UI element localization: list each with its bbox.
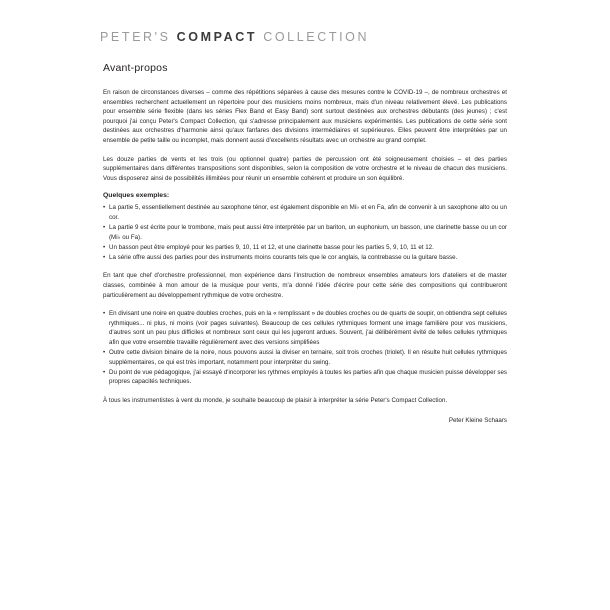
intro-paragraph-1: En raison de circonstances diverses – comme des répétitions séparées à cause des mesures contre le COVID-19 –, de nombreux orchestres et ensembles recherchent actuellement un répertoire pour des musiciens moins nombreux, mais d'un niveau relativement élevé. Les publications pour ensemble série flexible (dans les séries Flex Band et Easy Band) sont surtout destinées aux orchestres débutants (des jeunes) ; c'est pourquoi j'ai conçu Peter's Compact Collection, qui s'adresse principalement aux musiciens expérimentés. Les publications de cette série sont destinées aux orchestres d'harmonie ainsi qu'aux fanfares des divisions intermédiaires et supérieures. Elles peuvent être interprétées par un ensemble de petite taille ou incomplet, mais donnent aussi d'excellents résultats avec un orchestre au grand complet. <box>103 89 507 144</box>
list-item: • Outre cette division binaire de la noire, nous pouvons aussi la diviser en ternaire, soit trois croches (triolet). Il en résulte huit cellules rythmiques supplémentaires, ce qui est très important, notamment pour interpréter du swing. <box>103 348 507 367</box>
notes-list <box>103 309 507 387</box>
masthead-part-peters: PETER'S <box>100 30 177 44</box>
experience-paragraph: En tant que chef d'orchestre professionnel, mon expérience dans l'instruction de nombreux ensembles amateurs lors d'ateliers et de master classes, combinée à mon amour de la musique pour vents, m'a donné l'idée d'écrire pour cette série des compositions qui contribueront particulièrement au développement rythmique de votre orchestre. <box>103 272 507 299</box>
masthead-part-compact: COMPACT <box>176 30 258 44</box>
closing-paragraph: À tous les instrumentistes à vent du monde, je souhaite beaucoup de plaisir à interpréter la série Peter's Compact Collection. <box>103 396 448 404</box>
list-item: • La partie 9 est écrite pour le trombone, mais peut aussi être interprétée par un bariton, un euphonium, un basson, une clarinette basse ou un cor (Mi♭ ou Fa). <box>103 223 507 242</box>
list-item: • En divisant une noire en quatre doubles croches, puis en la « remplissant » de doubles croches ou de quarts de soupir, on obtiendra sept cellules rythmiques... ni plus, ni moins (voir pages suivantes). Beaucoup de ces cellules rythmiques forment une image familière pour vos musiciens, d'autres sont un peu plus difficiles et nombreux sont ceux qui les jugeront ardues. Souvent, j'ai délibérément évité de telles cellules rythmiques afin que votre ensemble travaille régulièrement avec des versions simplifiées <box>103 309 507 347</box>
list-item: • La série offre aussi des parties pour des instruments moins courants tels que le cor anglais, la contrebasse ou la guitare basse. <box>103 253 507 263</box>
list-item: • Un basson peut être employé pour les parties 9, 10, 11 et 12, et une clarinette basse pour les parties 5, 9, 10, 11 et 12. <box>103 243 507 253</box>
masthead-part-collection: COLLECTION <box>257 30 370 44</box>
list-item: • Du point de vue pédagogique, j'ai essayé d'incorporer les rythmes employés à toutes les parties afin que chaque musicien puisse développer ses propres capacités techniques. <box>103 368 507 387</box>
signature: Peter Kleine Schaars <box>448 416 507 424</box>
list-item: • La partie 5, essentiellement destinée au saxophone ténor, est également disponible en Mi♭ et en Fa, afin de convenir à un saxophone alto ou un cor. <box>103 203 507 222</box>
examples-list <box>103 203 507 262</box>
masthead-title <box>100 30 369 44</box>
document-body <box>103 62 507 425</box>
examples-heading: Quelques exemples: <box>103 192 170 200</box>
page-title: Avant-propos <box>103 62 168 74</box>
intro-paragraph-2: Les douze parties de vents et les trois (ou optionnel quatre) parties de percussion ont été soigneusement choisies – et des parties supplémentaires dans différentes transpositions sont disponibles, selon la composition de votre orchestre et le niveau de chacun des musiciens. Vous disposerez ainsi de possibilités illimitées pour réunir un ensemble cohérent et produire un son équilibré. <box>103 155 507 182</box>
